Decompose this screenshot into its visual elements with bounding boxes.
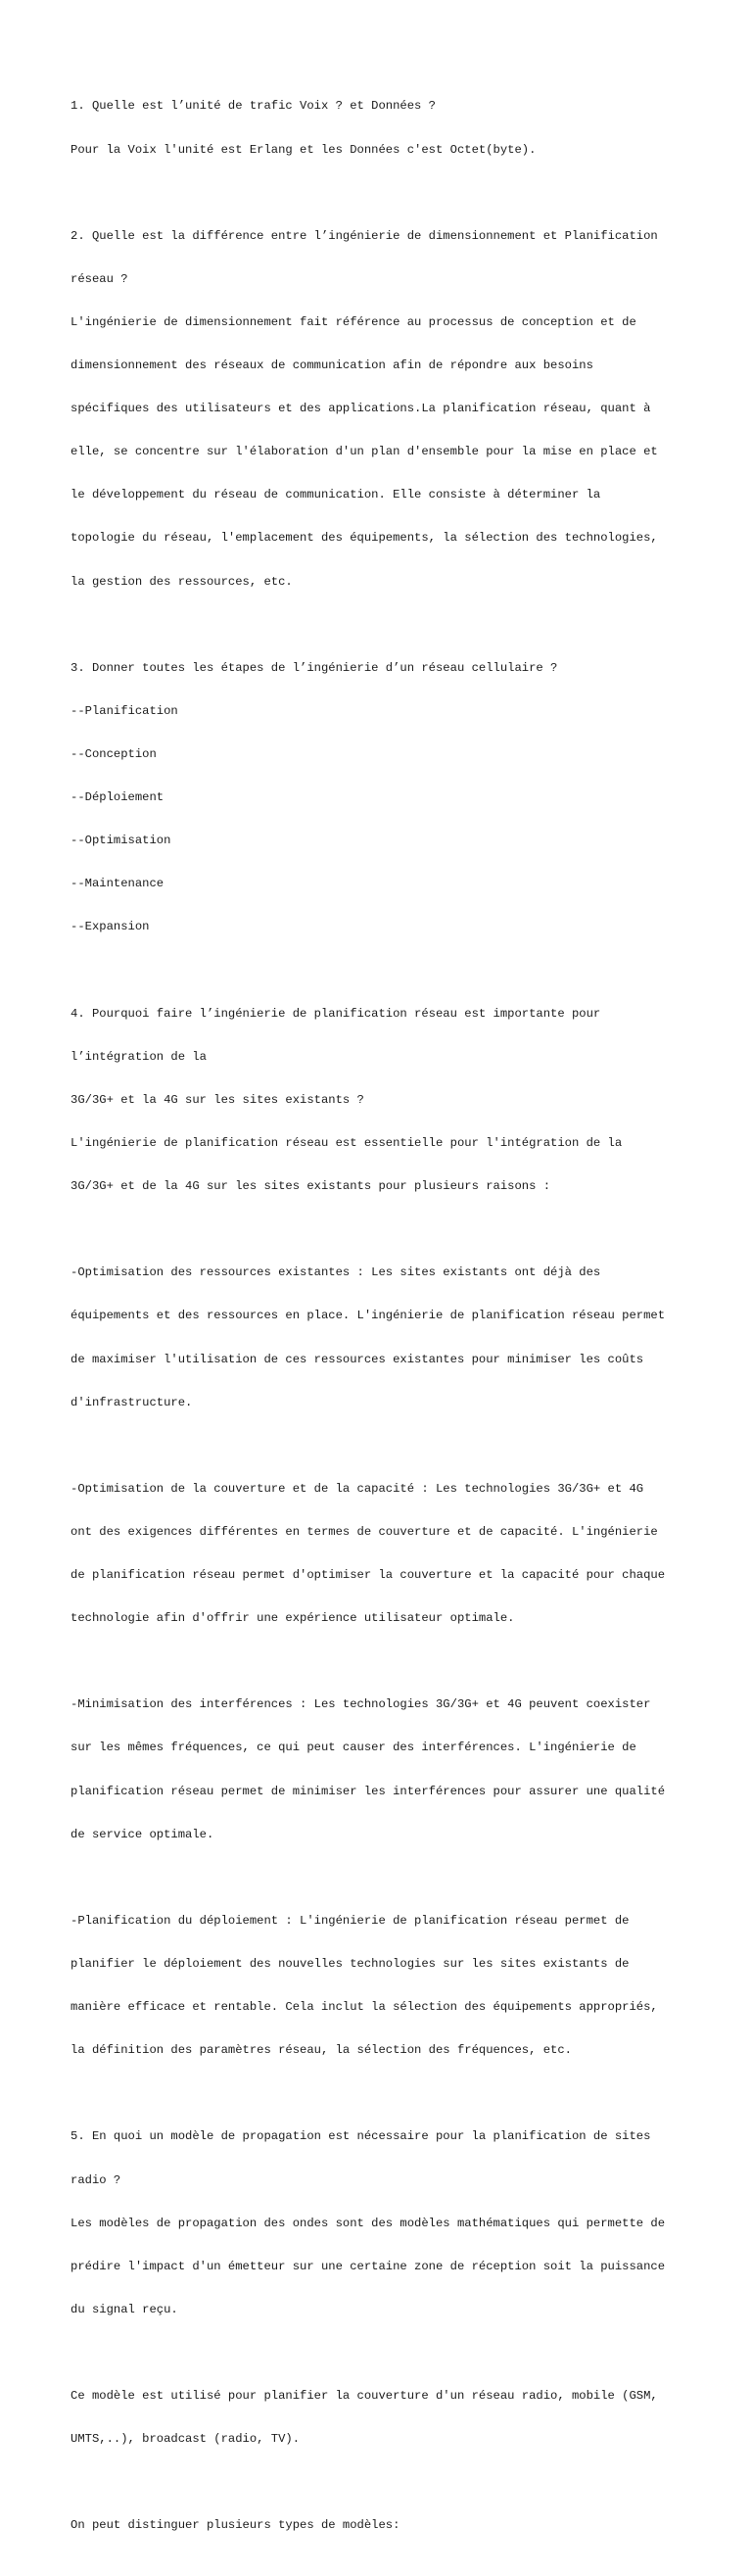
text-line: planifier le déploiement des nouvelles technologies sur les sites existants de xyxy=(70,1957,630,1971)
text-line: manière efficace et rentable. Cela inclut la sélection des équipements appropriés, xyxy=(70,2000,658,2015)
q3-step-item: --Optimisation xyxy=(70,834,171,848)
text-line: Ce modèle est utilisé pour planifier la couverture d'un réseau radio, mobile (GSM, xyxy=(70,2389,658,2404)
text-line: -Optimisation des ressources existantes : Les sites existants ont déjà des xyxy=(70,1265,601,1280)
text-line: de planification réseau permet d'optimiser la couverture et la capacité pour chaque xyxy=(70,1568,666,1583)
text-line: -Minimisation des interférences : Les technologies 3G/3G+ et 4G peuvent coexister xyxy=(70,1697,651,1712)
text-line: d'infrastructure. xyxy=(70,1395,193,1409)
q4-answer-line: L'ingénierie de planification réseau est essentielle pour l'intégration de la xyxy=(70,1135,623,1150)
text-line: -Planification du déploiement : L'ingénierie de planification réseau permet de xyxy=(70,1913,630,1928)
q5-answer-line: du signal reçu. xyxy=(70,2302,178,2316)
text-line: de maximiser l'utilisation de ces ressources existantes pour minimiser les coûts xyxy=(70,1352,644,1366)
document-page xyxy=(70,71,697,2576)
q1-answer: Pour la Voix l'unité est Erlang et les Données c'est Octet(byte). xyxy=(70,142,537,157)
q3-step-item: --Expansion xyxy=(70,920,150,934)
q5-question-line: 5. En quoi un modèle de propagation est nécessaire pour la planification de sites xyxy=(70,2129,651,2144)
text-line: sur les mêmes fréquences, ce qui peut causer des interférences. L'ingénierie de xyxy=(70,1741,636,1755)
q2-question-line: 2. Quelle est la différence entre l’ingénierie de dimensionnement et Planification xyxy=(70,228,658,243)
q2-answer-line: la gestion des ressources, etc. xyxy=(70,574,293,589)
q2-answer-line: spécifiques des utilisateurs et des applications.La planification réseau, quant à xyxy=(70,402,651,416)
q2-answer-line: le développement du réseau de communication. Elle consiste à déterminer la xyxy=(70,488,601,502)
paragraph-q3 xyxy=(70,632,697,963)
text-line: planification réseau permet de minimiser les interférences pour assurer une qualité xyxy=(70,1784,666,1798)
q5-question-line: radio ? xyxy=(70,2172,121,2187)
paragraph-interference xyxy=(70,1669,697,1871)
q2-answer-line: L'ingénierie de dimensionnement fait référence au processus de conception et de xyxy=(70,314,636,329)
paragraph-model-types xyxy=(70,2490,697,2562)
paragraph-coverage xyxy=(70,1453,697,1654)
q1-question: 1. Quelle est l’unité de trafic Voix ? et Données ? xyxy=(70,99,436,114)
q4-question-line: l’intégration de la xyxy=(70,1049,207,1064)
text-line: technologie afin d'offrir une expérience utilisateur optimale. xyxy=(70,1611,515,1626)
text-line: On peut distinguer plusieurs types de modèles: xyxy=(70,2518,400,2533)
paragraph-q4 xyxy=(70,978,697,1222)
q3-step-item: --Conception xyxy=(70,747,157,762)
text-line: UMTS,..), broadcast (radio, TV). xyxy=(70,2432,301,2447)
q3-step-item: --Déploiement xyxy=(70,790,164,805)
paragraph-model-usage xyxy=(70,2361,697,2476)
q4-question-line: 3G/3G+ et la 4G sur les sites existants ? xyxy=(70,1092,364,1107)
q4-question-line: 4. Pourquoi faire l’ingénierie de planification réseau est importante pour xyxy=(70,1006,601,1021)
q3-step-item: --Planification xyxy=(70,703,178,718)
paragraph-q5 xyxy=(70,2101,697,2346)
q2-answer-line: dimensionnement des réseaux de communication afin de répondre aux besoins xyxy=(70,358,593,373)
paragraph-q1 xyxy=(70,71,697,186)
paragraph-q2 xyxy=(70,200,697,617)
text-line: ont des exigences différentes en termes de couverture et de capacité. L'ingénierie xyxy=(70,1524,658,1539)
paragraph-resources xyxy=(70,1237,697,1439)
q5-answer-line: Les modèles de propagation des ondes sont des modèles mathématiques qui permette de xyxy=(70,2216,666,2230)
q5-answer-line: prédire l'impact d'un émetteur sur une certaine zone de réception soit la puissance xyxy=(70,2259,666,2273)
q2-answer-line: elle, se concentre sur l'élaboration d'un plan d'ensemble pour la mise en place et xyxy=(70,445,658,459)
q2-answer-line: topologie du réseau, l'emplacement des équipements, la sélection des technologies, xyxy=(70,531,658,546)
text-line: équipements et des ressources en place. L'ingénierie de planification réseau permet xyxy=(70,1309,666,1323)
paragraph-deployment xyxy=(70,1884,697,2086)
q4-answer-line: 3G/3G+ et de la 4G sur les sites existants pour plusieurs raisons : xyxy=(70,1179,551,1194)
text-line: -Optimisation de la couverture et de la capacité : Les technologies 3G/3G+ et 4G xyxy=(70,1481,644,1496)
q2-question-line: réseau ? xyxy=(70,271,128,286)
text-line: de service optimale. xyxy=(70,1827,214,1841)
q3-step-item: --Maintenance xyxy=(70,877,164,891)
text-line: la définition des paramètres réseau, la sélection des fréquences, etc. xyxy=(70,2043,572,2058)
q3-question: 3. Donner toutes les étapes de l’ingénierie d’un réseau cellulaire ? xyxy=(70,660,558,675)
